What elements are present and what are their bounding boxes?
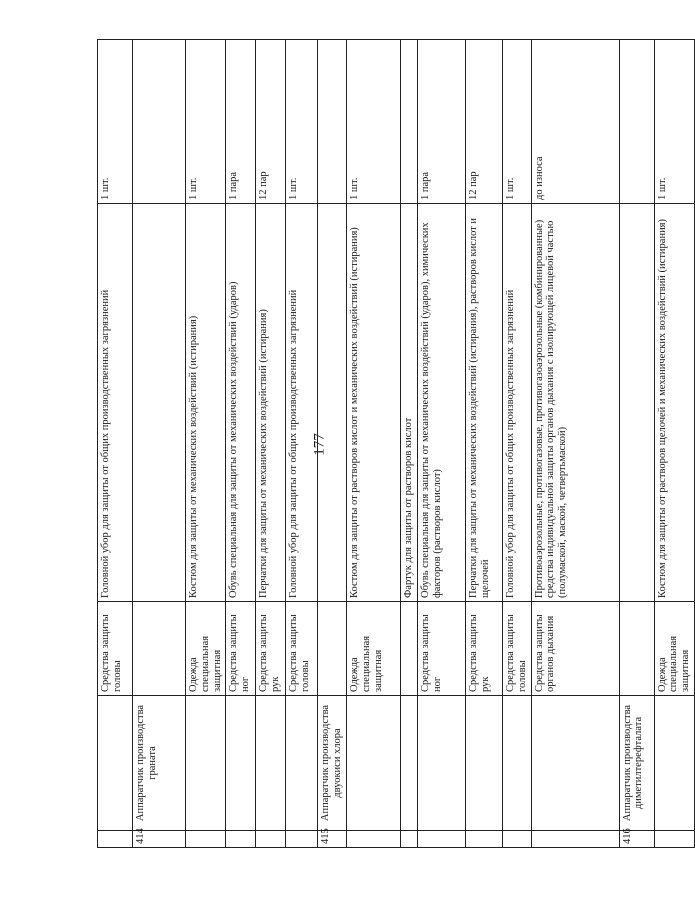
table-row (418, 40, 466, 848)
issue-norm (133, 40, 186, 204)
profession-name (347, 696, 401, 831)
issue-norm (318, 40, 347, 204)
ppe-item: Перчатки для защиты от механических воздействий (истирания) (256, 204, 286, 602)
ppe-category: Средства защиты рук (256, 602, 286, 696)
row-number (401, 831, 418, 848)
page-number: 177 (311, 433, 328, 456)
table-row (503, 40, 532, 848)
issue-norm: до износа (531, 40, 619, 204)
profession-name (531, 696, 619, 831)
issue-norm: 1 пара (418, 40, 466, 204)
rotated-table-wrapper (97, 40, 691, 848)
issue-norm: 1 пара (226, 40, 256, 204)
table-row (226, 40, 256, 848)
ppe-item: Обувь специальная для защиты от механических воздействий (ударов) (226, 204, 256, 602)
ppe-item: Фартук для защиты от растворов кислот (401, 204, 418, 602)
issue-norm: 1 шт. (347, 40, 401, 204)
table-row (256, 40, 286, 848)
table-row (654, 40, 694, 848)
row-number (418, 831, 466, 848)
table-row (347, 40, 401, 848)
row-number (256, 831, 286, 848)
profession-name (418, 696, 466, 831)
ppe-category: Средства защиты органов дыхания (531, 602, 619, 696)
issue-norm: 12 пар (256, 40, 286, 204)
ppe-category: Средства защиты головы (286, 602, 318, 696)
ppe-item: Костюм для защиты от механических воздействий (истирания) (186, 204, 226, 602)
table-row (401, 40, 418, 848)
ppe-item (619, 204, 654, 602)
profession-name: Аппаратчик производства диметилтерефталата (619, 696, 654, 831)
table-row (133, 40, 186, 848)
ppe-category: Одежда специальная защитная (186, 602, 226, 696)
ppe-item: Обувь специальная для защиты от механических воздействий (ударов), химических факторов (растворов кислот) (418, 204, 466, 602)
row-number (503, 831, 532, 848)
row-number (98, 831, 133, 848)
issue-norm: 1 шт. (654, 40, 694, 204)
ppe-category: Средства защиты ног (418, 602, 466, 696)
ppe-category (133, 602, 186, 696)
row-number: 414 (133, 831, 186, 848)
row-number (654, 831, 694, 848)
profession-name (98, 696, 133, 831)
profession-name (226, 696, 256, 831)
profession-name: Аппаратчик производства граната (133, 696, 186, 831)
profession-name (401, 696, 418, 831)
row-number (226, 831, 256, 848)
table-row (286, 40, 318, 848)
table-row (186, 40, 226, 848)
ppe-item: Костюм для защиты от растворов кислот и механических воздействий (истирания) (347, 204, 401, 602)
row-number (347, 831, 401, 848)
ppe-category (318, 602, 347, 696)
table-row (318, 40, 347, 848)
ppe-item: Противоаэрозольные, противогазовые, противогазоаэрозольные (комбинированные) средства индивидуальной защиты органов дыхания с изолирующей лицевой частью (полумаской, маской, четвертьмаской) (531, 204, 619, 602)
row-number (286, 831, 318, 848)
row-number (531, 831, 619, 848)
table-row (619, 40, 654, 848)
ppe-category: Средства защиты ног (226, 602, 256, 696)
table-body (98, 40, 695, 848)
ppe-category: Средства защиты головы (98, 602, 133, 696)
issue-norm (401, 40, 418, 204)
row-number: 416 (619, 831, 654, 848)
ppe-norms-table (97, 39, 695, 848)
ppe-item: Головной убор для защиты от общих производственных загрязнений (286, 204, 318, 602)
issue-norm: 1 шт. (186, 40, 226, 204)
profession-name (654, 696, 694, 831)
issue-norm (619, 40, 654, 204)
profession-name (466, 696, 503, 831)
issue-norm: 1 шт. (503, 40, 532, 204)
row-number (466, 831, 503, 848)
ppe-item (133, 204, 186, 602)
issue-norm: 12 пар (466, 40, 503, 204)
ppe-category (619, 602, 654, 696)
table-row (466, 40, 503, 848)
table-row (98, 40, 133, 848)
ppe-category: Средства защиты головы (503, 602, 532, 696)
issue-norm: 1 шт. (286, 40, 318, 204)
ppe-category (401, 602, 418, 696)
ppe-item: Головной убор для защиты от общих производственных загрязнений (503, 204, 532, 602)
profession-name (286, 696, 318, 831)
profession-name (256, 696, 286, 831)
ppe-item: Перчатки для защиты от механических воздействий (истирания), растворов кислот и щелочей (466, 204, 503, 602)
ppe-item (318, 204, 347, 602)
row-number (186, 831, 226, 848)
ppe-category: Одежда специальная защитная (347, 602, 401, 696)
profession-name (503, 696, 532, 831)
row-number: 415 (318, 831, 347, 848)
profession-name: Аппаратчик производства двуокиси хлора (318, 696, 347, 831)
ppe-item: Головной убор для защиты от общих производственных загрязнений (98, 204, 133, 602)
table-row (531, 40, 619, 848)
ppe-category: Одежда специальная защитная (654, 602, 694, 696)
ppe-item: Костюм для защиты от растворов щелочей и механических воздействий (истирания) (654, 204, 694, 602)
issue-norm: 1 шт. (98, 40, 133, 204)
profession-name (186, 696, 226, 831)
ppe-category: Средства защиты рук (466, 602, 503, 696)
